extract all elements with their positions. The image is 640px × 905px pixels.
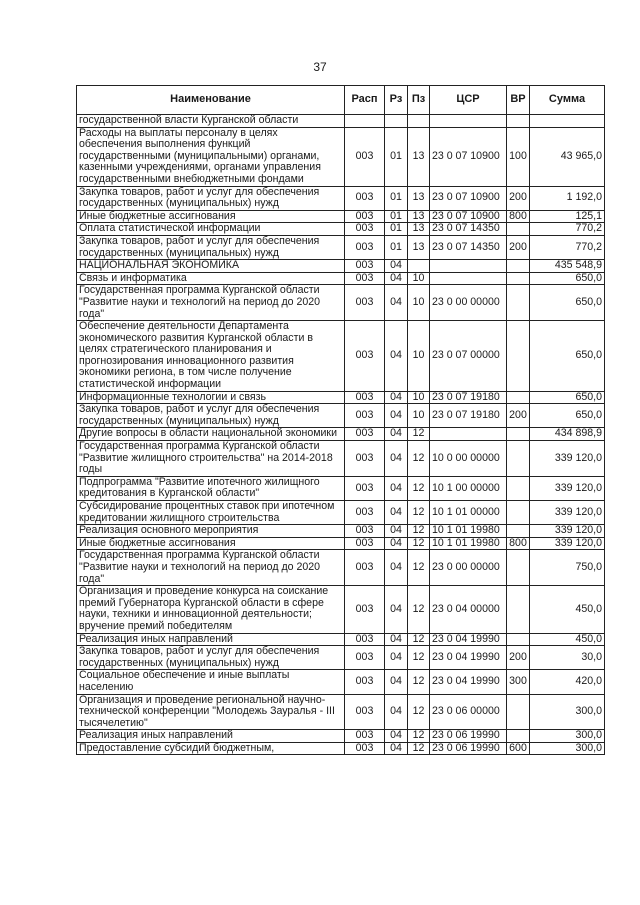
cell-sum: 125,1 bbox=[530, 210, 605, 223]
cell-name: Предоставление субсидий бюджетным, bbox=[77, 742, 345, 755]
cell-sum: 339 120,0 bbox=[530, 537, 605, 550]
cell-vr bbox=[507, 260, 530, 273]
cell-rz: 04 bbox=[385, 550, 408, 586]
cell-sum: 770,2 bbox=[530, 223, 605, 236]
table-row bbox=[77, 428, 605, 441]
cell-rasp: 003 bbox=[345, 742, 385, 755]
cell-rasp: 003 bbox=[345, 537, 385, 550]
cell-rasp: 003 bbox=[345, 127, 385, 186]
table-row bbox=[77, 272, 605, 285]
cell-sum: 650,0 bbox=[530, 321, 605, 392]
cell-pz: 10 bbox=[408, 404, 430, 428]
cell-rz: 01 bbox=[385, 186, 408, 210]
cell-pz: 12 bbox=[408, 441, 430, 477]
cell-rz: 01 bbox=[385, 210, 408, 223]
table-row bbox=[77, 537, 605, 550]
cell-pz: 12 bbox=[408, 742, 430, 755]
cell-csr: 10 1 01 19980 bbox=[430, 525, 507, 538]
cell-name: Оплата статистической информации bbox=[77, 223, 345, 236]
cell-vr bbox=[507, 550, 530, 586]
cell-rz: 04 bbox=[385, 391, 408, 404]
cell-csr: 10 1 01 19980 bbox=[430, 537, 507, 550]
cell-rasp: 003 bbox=[345, 391, 385, 404]
cell-pz: 12 bbox=[408, 646, 430, 670]
cell-rz: 04 bbox=[385, 742, 408, 755]
table-row bbox=[77, 115, 605, 128]
table-row bbox=[77, 127, 605, 186]
cell-name: Закупка товаров, работ и услуг для обеспечения государственных (муниципальных) нужд bbox=[77, 235, 345, 259]
cell-rz: 04 bbox=[385, 537, 408, 550]
cell-name: государственной власти Курганской области bbox=[77, 115, 345, 128]
cell-rasp: 003 bbox=[345, 525, 385, 538]
cell-rz: 04 bbox=[385, 730, 408, 743]
table-row bbox=[77, 586, 605, 633]
table-row bbox=[77, 476, 605, 500]
cell-vr: 100 bbox=[507, 127, 530, 186]
cell-vr bbox=[507, 694, 530, 730]
cell-csr bbox=[430, 272, 507, 285]
cell-rz: 04 bbox=[385, 525, 408, 538]
table-row bbox=[77, 742, 605, 755]
cell-csr: 23 0 07 14350 bbox=[430, 235, 507, 259]
cell-csr: 23 0 07 10900 bbox=[430, 127, 507, 186]
cell-csr: 23 0 07 10900 bbox=[430, 210, 507, 223]
cell-vr bbox=[507, 285, 530, 321]
cell-name: Информационные технологии и связь bbox=[77, 391, 345, 404]
cell-sum: 339 120,0 bbox=[530, 476, 605, 500]
cell-sum: 650,0 bbox=[530, 285, 605, 321]
cell-pz: 12 bbox=[408, 476, 430, 500]
cell-vr bbox=[507, 730, 530, 743]
cell-rz: 04 bbox=[385, 285, 408, 321]
cell-rasp: 003 bbox=[345, 272, 385, 285]
cell-sum: 1 192,0 bbox=[530, 186, 605, 210]
cell-rz: 04 bbox=[385, 586, 408, 633]
table-row bbox=[77, 730, 605, 743]
cell-sum: 450,0 bbox=[530, 633, 605, 646]
cell-pz: 12 bbox=[408, 550, 430, 586]
table-row bbox=[77, 525, 605, 538]
cell-name: Государственная программа Курганской области "Развитие науки и технологий на период до 2020 года" bbox=[77, 285, 345, 321]
cell-name: Государственная программа Курганской области "Развитие науки и технологий на период до 2020 года" bbox=[77, 550, 345, 586]
cell-csr: 23 0 00 00000 bbox=[430, 285, 507, 321]
cell-pz: 13 bbox=[408, 186, 430, 210]
cell-csr bbox=[430, 428, 507, 441]
cell-rasp: 003 bbox=[345, 441, 385, 477]
cell-vr: 800 bbox=[507, 210, 530, 223]
cell-pz: 13 bbox=[408, 223, 430, 236]
cell-vr bbox=[507, 321, 530, 392]
cell-vr: 800 bbox=[507, 537, 530, 550]
cell-pz: 12 bbox=[408, 428, 430, 441]
cell-rasp: 003 bbox=[345, 404, 385, 428]
table-row bbox=[77, 670, 605, 694]
cell-pz: 12 bbox=[408, 501, 430, 525]
cell-vr: 200 bbox=[507, 235, 530, 259]
cell-rasp: 003 bbox=[345, 646, 385, 670]
cell-rasp: 003 bbox=[345, 694, 385, 730]
cell-vr: 300 bbox=[507, 670, 530, 694]
table-row bbox=[77, 186, 605, 210]
cell-name: Подпрограмма "Развитие ипотечного жилищного кредитования в Курганской области" bbox=[77, 476, 345, 500]
cell-pz: 12 bbox=[408, 586, 430, 633]
cell-name: Закупка товаров, работ и услуг для обеспечения государственных (муниципальных) нужд bbox=[77, 404, 345, 428]
cell-sum: 650,0 bbox=[530, 404, 605, 428]
table-row bbox=[77, 260, 605, 273]
cell-name: Закупка товаров, работ и услуг для обеспечения государственных (муниципальных) нужд bbox=[77, 186, 345, 210]
cell-rz: 01 bbox=[385, 127, 408, 186]
cell-csr: 23 0 04 19990 bbox=[430, 670, 507, 694]
cell-rasp: 003 bbox=[345, 586, 385, 633]
cell-sum: 339 120,0 bbox=[530, 441, 605, 477]
table-row bbox=[77, 285, 605, 321]
cell-name: Иные бюджетные ассигнования bbox=[77, 537, 345, 550]
cell-rasp: 003 bbox=[345, 476, 385, 500]
cell-rasp: 003 bbox=[345, 235, 385, 259]
cell-rz bbox=[385, 115, 408, 128]
cell-rz: 04 bbox=[385, 260, 408, 273]
cell-csr: 10 0 00 00000 bbox=[430, 441, 507, 477]
cell-rasp: 003 bbox=[345, 186, 385, 210]
cell-csr: 23 0 07 19180 bbox=[430, 404, 507, 428]
cell-name: Другие вопросы в области национальной экономики bbox=[77, 428, 345, 441]
table-row bbox=[77, 550, 605, 586]
cell-csr: 23 0 07 14350 bbox=[430, 223, 507, 236]
cell-sum: 43 965,0 bbox=[530, 127, 605, 186]
cell-sum: 650,0 bbox=[530, 272, 605, 285]
cell-rz: 01 bbox=[385, 235, 408, 259]
cell-csr: 23 0 07 00000 bbox=[430, 321, 507, 392]
cell-name: Реализация иных направлений bbox=[77, 633, 345, 646]
cell-pz: 13 bbox=[408, 235, 430, 259]
cell-vr bbox=[507, 428, 530, 441]
cell-name: Обеспечение деятельности Департамента экономического развития Курганской области в целях стратегического планирования и прогнозирования инновационного развития экономики региона, в том числе получение статистической информации bbox=[77, 321, 345, 392]
budget-table bbox=[76, 85, 605, 755]
cell-vr bbox=[507, 586, 530, 633]
cell-rz: 01 bbox=[385, 223, 408, 236]
cell-csr: 23 0 04 19990 bbox=[430, 646, 507, 670]
cell-vr bbox=[507, 476, 530, 500]
header-rz: Рз bbox=[385, 86, 408, 115]
cell-rz: 04 bbox=[385, 321, 408, 392]
cell-pz: 12 bbox=[408, 633, 430, 646]
table-row bbox=[77, 501, 605, 525]
cell-sum: 650,0 bbox=[530, 391, 605, 404]
cell-name: Закупка товаров, работ и услуг для обеспечения государственных (муниципальных) нужд bbox=[77, 646, 345, 670]
cell-vr bbox=[507, 441, 530, 477]
cell-rz: 04 bbox=[385, 272, 408, 285]
cell-pz: 12 bbox=[408, 537, 430, 550]
header-vr: ВР bbox=[507, 86, 530, 115]
cell-sum: 770,2 bbox=[530, 235, 605, 259]
cell-rasp: 003 bbox=[345, 633, 385, 646]
header-sum: Сумма bbox=[530, 86, 605, 115]
header-rasp: Расп bbox=[345, 86, 385, 115]
cell-pz: 12 bbox=[408, 694, 430, 730]
cell-csr: 23 0 07 19180 bbox=[430, 391, 507, 404]
cell-rz: 04 bbox=[385, 633, 408, 646]
cell-pz bbox=[408, 260, 430, 273]
cell-rz: 04 bbox=[385, 428, 408, 441]
cell-vr bbox=[507, 115, 530, 128]
cell-name: Организация и проведение конкурса на соискание премий Губернатора Курганской области в сфере науки, техники и инновационной деятельности; вручение премий победителям bbox=[77, 586, 345, 633]
table-header-row bbox=[77, 86, 605, 115]
cell-pz bbox=[408, 115, 430, 128]
table-row bbox=[77, 391, 605, 404]
cell-vr bbox=[507, 633, 530, 646]
cell-name: Расходы на выплаты персоналу в целях обеспечения выполнения функций государственными (муниципальными) органами, казенными учреждениями, органами управления государственными внебюджетными фондами bbox=[77, 127, 345, 186]
cell-vr bbox=[507, 272, 530, 285]
cell-csr: 23 0 06 00000 bbox=[430, 694, 507, 730]
cell-vr bbox=[507, 391, 530, 404]
cell-pz: 10 bbox=[408, 272, 430, 285]
cell-vr: 200 bbox=[507, 186, 530, 210]
cell-sum bbox=[530, 115, 605, 128]
table-row bbox=[77, 321, 605, 392]
cell-name: Иные бюджетные ассигнования bbox=[77, 210, 345, 223]
table-row bbox=[77, 633, 605, 646]
table-row bbox=[77, 210, 605, 223]
page-number: 37 bbox=[313, 60, 327, 74]
header-pz: Пз bbox=[408, 86, 430, 115]
table-row bbox=[77, 235, 605, 259]
cell-rasp: 003 bbox=[345, 260, 385, 273]
cell-csr: 23 0 00 00000 bbox=[430, 550, 507, 586]
cell-rz: 04 bbox=[385, 476, 408, 500]
cell-sum: 420,0 bbox=[530, 670, 605, 694]
cell-csr: 10 1 00 00000 bbox=[430, 476, 507, 500]
cell-rasp: 003 bbox=[345, 730, 385, 743]
table-row bbox=[77, 223, 605, 236]
table-row bbox=[77, 404, 605, 428]
cell-vr bbox=[507, 223, 530, 236]
cell-csr: 23 0 06 19990 bbox=[430, 730, 507, 743]
cell-rz: 04 bbox=[385, 501, 408, 525]
cell-csr: 23 0 07 10900 bbox=[430, 186, 507, 210]
cell-sum: 300,0 bbox=[530, 742, 605, 755]
cell-csr bbox=[430, 115, 507, 128]
cell-csr bbox=[430, 260, 507, 273]
cell-vr: 600 bbox=[507, 742, 530, 755]
cell-pz: 13 bbox=[408, 210, 430, 223]
cell-sum: 300,0 bbox=[530, 694, 605, 730]
cell-name: Реализация основного мероприятия bbox=[77, 525, 345, 538]
cell-name: Государственная программа Курганской области "Развитие жилищного строительства" на 2014-2018 годы bbox=[77, 441, 345, 477]
cell-csr: 23 0 04 00000 bbox=[430, 586, 507, 633]
cell-csr: 23 0 06 19990 bbox=[430, 742, 507, 755]
cell-pz: 12 bbox=[408, 730, 430, 743]
cell-rasp: 003 bbox=[345, 210, 385, 223]
cell-rasp: 003 bbox=[345, 223, 385, 236]
cell-name: Реализация иных направлений bbox=[77, 730, 345, 743]
cell-rz: 04 bbox=[385, 404, 408, 428]
cell-vr bbox=[507, 525, 530, 538]
cell-rasp: 003 bbox=[345, 670, 385, 694]
cell-vr bbox=[507, 501, 530, 525]
cell-name: Организация и проведение региональной научно-технической конференции "Молодежь Зауралья - III тысячелетию" bbox=[77, 694, 345, 730]
cell-rz: 04 bbox=[385, 646, 408, 670]
cell-rz: 04 bbox=[385, 441, 408, 477]
cell-sum: 750,0 bbox=[530, 550, 605, 586]
table-row bbox=[77, 646, 605, 670]
cell-pz: 13 bbox=[408, 127, 430, 186]
header-csr: ЦСР bbox=[430, 86, 507, 115]
cell-pz: 12 bbox=[408, 670, 430, 694]
cell-rasp: 003 bbox=[345, 428, 385, 441]
cell-rasp: 003 bbox=[345, 321, 385, 392]
cell-rasp bbox=[345, 115, 385, 128]
cell-rz: 04 bbox=[385, 670, 408, 694]
cell-vr: 200 bbox=[507, 404, 530, 428]
cell-rz: 04 bbox=[385, 694, 408, 730]
cell-sum: 450,0 bbox=[530, 586, 605, 633]
cell-pz: 10 bbox=[408, 321, 430, 392]
table-body bbox=[77, 115, 605, 755]
table-row bbox=[77, 441, 605, 477]
cell-sum: 339 120,0 bbox=[530, 525, 605, 538]
cell-pz: 10 bbox=[408, 285, 430, 321]
cell-sum: 300,0 bbox=[530, 730, 605, 743]
cell-name: Субсидирование процентных ставок при ипотечном кредитовании жилищного строительства bbox=[77, 501, 345, 525]
cell-csr: 23 0 04 19990 bbox=[430, 633, 507, 646]
cell-rasp: 003 bbox=[345, 501, 385, 525]
cell-pz: 12 bbox=[408, 525, 430, 538]
cell-rasp: 003 bbox=[345, 550, 385, 586]
cell-name: Связь и информатика bbox=[77, 272, 345, 285]
cell-rasp: 003 bbox=[345, 285, 385, 321]
cell-csr: 10 1 01 00000 bbox=[430, 501, 507, 525]
cell-sum: 435 548,9 bbox=[530, 260, 605, 273]
cell-sum: 339 120,0 bbox=[530, 501, 605, 525]
cell-vr: 200 bbox=[507, 646, 530, 670]
cell-pz: 10 bbox=[408, 391, 430, 404]
table-row bbox=[77, 694, 605, 730]
cell-sum: 434 898,9 bbox=[530, 428, 605, 441]
cell-sum: 30,0 bbox=[530, 646, 605, 670]
cell-name: Социальное обеспечение и иные выплаты населению bbox=[77, 670, 345, 694]
header-name: Наименование bbox=[77, 86, 345, 115]
cell-name: НАЦИОНАЛЬНАЯ ЭКОНОМИКА bbox=[77, 260, 345, 273]
